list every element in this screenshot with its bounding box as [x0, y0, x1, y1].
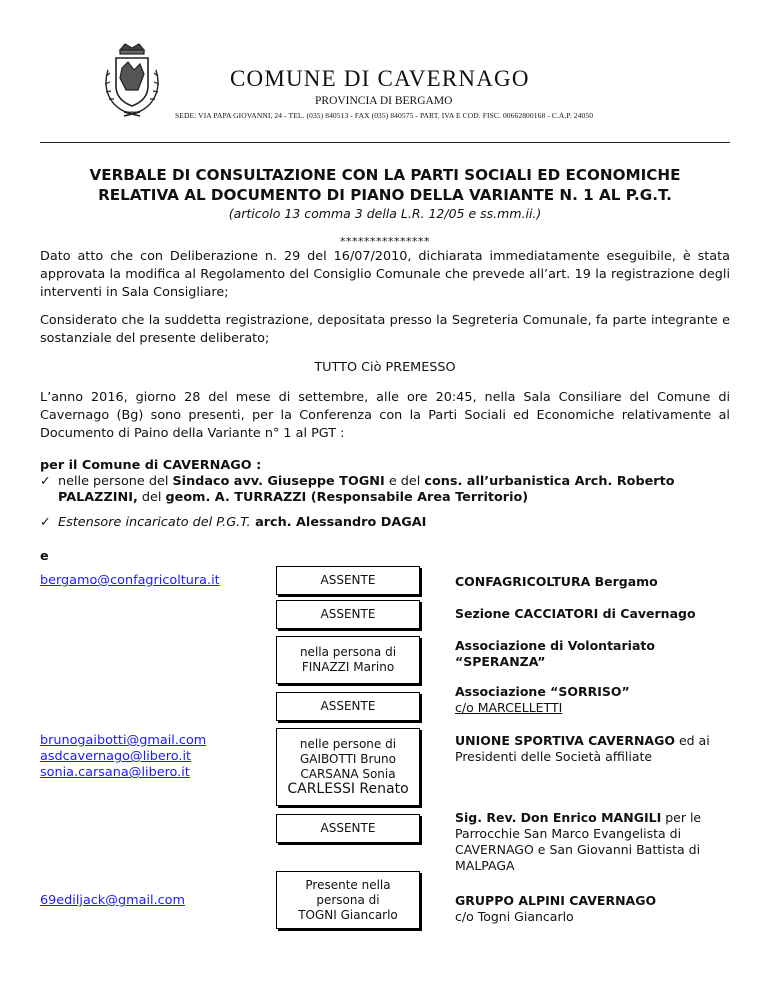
org-detail-text: c/o Togni Giancarlo [455, 909, 574, 924]
status-text: CARSANA Sonia [300, 767, 396, 781]
status-text: GAIBOTTI Bruno [299, 752, 397, 766]
provincia-label: PROVINCIA DI BERGAMO [315, 95, 453, 107]
premesso-heading: TUTTO Ciò PREMESSO [314, 360, 456, 375]
coat-of-arms-emblem [98, 40, 166, 120]
sindaco-name: Sindaco avv. Giuseppe TOGNI [172, 474, 385, 489]
title-line-2: RELATIVA AL DOCUMENTO DI PIANO DELLA VARIANTE N. 1 AL P.G.T. [98, 186, 672, 204]
organization-name [455, 810, 740, 874]
organization-name [455, 733, 725, 765]
attendance-status-box [276, 692, 420, 721]
org-detail-text: ed ai Presidenti delle Società affiliate [455, 733, 710, 764]
text-segment: nelle persone del [58, 474, 173, 489]
paragraph-registrazione: Considerato che la suddetta registrazione, depositata presso la Segreteria Comunale, fa parte integrante e sostanziale del presente deliberato; [40, 313, 730, 346]
org-bold-text: UNIONE SPORTIVA CAVERNAGO [455, 733, 675, 748]
status-text: FINAZZI Marino [301, 660, 395, 674]
attendance-status-box [276, 600, 420, 629]
estensore-checklist-item [40, 515, 730, 531]
separator-stars: *************** [340, 235, 430, 248]
document-subtitle: (articolo 13 comma 3 della L.R. 12/05 e ss.mm.ii.) [228, 206, 542, 221]
checkmark-icon: ✓ [40, 515, 51, 530]
comune-title: COMUNE DI CAVERNAGO [230, 66, 530, 91]
organization-name [455, 893, 735, 925]
estensore-label: Estensore incaricato del P.G.T. [58, 515, 251, 530]
paragraph-presenti: L’anno 2016, giorno 28 del mese di settembre, alle ore 20:45, nella Sala Consiliare del Comune di Cavernago (Bg) sono presenti, per la Conferenza con la Parti Sociali ed Economiche relativamente al Documento di Paino della Variante n° 1 al PGT : [40, 390, 730, 441]
document-title [40, 165, 730, 205]
email-link[interactable]: brunogaibotti@gmail.com [40, 733, 207, 748]
consigliere-surname: PALAZZINI, [58, 490, 138, 505]
status-text: nella persona di [299, 645, 397, 659]
attendance-status-box [276, 728, 420, 806]
email-link[interactable]: asdcavernago@libero.it [40, 749, 192, 764]
organization-name [455, 684, 735, 716]
org-detail-text: per le Parrocchie San Marco Evangelista di CAVERNAGO e San Giovanni Battista di MALPAGA [455, 810, 702, 873]
status-text: ASSENTE [320, 573, 376, 587]
conjunction-label: e [40, 549, 49, 564]
geometra-name: geom. A. TURRAZZI (Responsabile Area Territorio) [165, 490, 529, 505]
header-divider [40, 142, 730, 143]
email-link[interactable]: sonia.carsana@libero.it [40, 765, 190, 780]
org-bold-text: Sig. Rev. Don Enrico MANGILI [455, 810, 662, 825]
text-segment: e del [384, 474, 425, 489]
attendance-status-box [276, 814, 420, 843]
status-text: CARLESSI Renato [287, 781, 409, 797]
email-link[interactable]: 69ediljack@gmail.com [40, 893, 185, 908]
paragraph-deliberazione: Dato atto che con Deliberazione n. 29 del 16/07/2010, dichiarata immediatamente eseguibile, è stata approvata la modifica al Regolamento del Consiglio Comunale che prevede all’art. 19 la registrazione degli interventi in Sala Consigliare; [40, 249, 730, 300]
comune-participants-label: per il Comune di CAVERNAGO : [40, 458, 262, 473]
org-bold-text: Sezione CACCIATORI di Cavernago [455, 606, 696, 621]
org-detail-text: c/o MARCELLETTI [455, 700, 563, 715]
status-text: ASSENTE [320, 821, 376, 835]
attendance-status-box [276, 566, 420, 595]
attendance-status-box [276, 871, 420, 929]
text-segment: del [137, 490, 166, 505]
org-bold-text: CONFAGRICOLTURA Bergamo [455, 574, 658, 589]
org-bold-text: GRUPPO ALPINI CAVERNAGO [455, 893, 657, 908]
organization-name [455, 574, 735, 590]
status-text: persona di [316, 892, 380, 907]
status-text: nelle persone di [299, 737, 397, 751]
attendance-status-box [276, 636, 420, 684]
org-bold-text: Associazione di Volontariato “SPERANZA” [455, 638, 655, 669]
title-line-1: VERBALE DI CONSULTAZIONE CON LA PARTI SOCIALI ED ECONOMICHE [89, 166, 681, 184]
participants-checklist-item [40, 474, 730, 506]
estensore-name: arch. Alessandro DAGAI [250, 515, 427, 530]
status-text: ASSENTE [320, 607, 376, 621]
sede-address: SEDE: VIA PAPA GIOVANNI, 24 - TEL. (035) 840513 - FAX (035) 840575 - PART. IVA E COD. FISC. 00662800168 - C.A.P. 24050 [175, 111, 594, 120]
email-link[interactable]: bergamo@confagricoltura.it [40, 573, 220, 588]
org-bold-text: Associazione “SORRISO” [455, 684, 630, 699]
status-text: Presente nella [305, 877, 391, 892]
status-text: TOGNI Giancarlo [298, 907, 398, 922]
checkmark-icon: ✓ [40, 474, 51, 489]
organization-name [455, 606, 735, 622]
consigliere-name: cons. all’urbanistica Arch. Roberto [424, 474, 675, 489]
status-text: ASSENTE [320, 699, 376, 713]
organization-name [455, 638, 685, 670]
